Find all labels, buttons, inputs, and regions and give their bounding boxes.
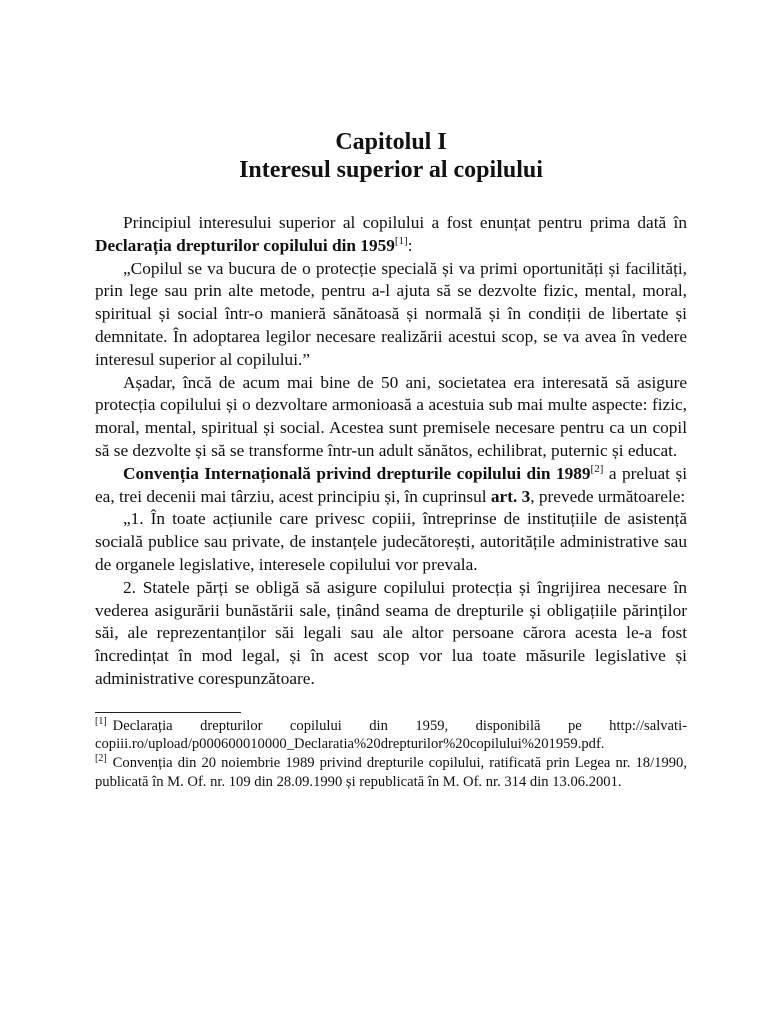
footnote-1 <box>95 717 687 754</box>
paragraph-quote-declaration: „Copilul se va bucura de o protecție specială și va primi oportunități și facilități, prin lege sau prin alte metode, pentru a-l ajuta să se dezvolte fizic, mental, moral, spiritual și social într-o manieră sănătoasă și normală și în condiții de libertate și demnitate. În adoptarea legilor necesare realizării acestui scop, se va avea în vedere interesul superior al copilului.” <box>95 258 687 369</box>
paragraph-convention <box>95 463 687 509</box>
footnote-2-marker: [2] <box>95 753 107 765</box>
paragraph-convention-text: a preluat și ea, trei decenii mai târziu, acest principiu și, în cuprinsul <box>95 463 687 506</box>
footnote-1-text: Declarația drepturilor copilului din 1959, disponibilă pe http://salvati-copiii.ro/upload/p000600010000_Declaratia%20drepturilor%20copilului%201959.pdf. <box>95 717 687 753</box>
footnote-2-text: Convenția din 20 noiembrie 1989 privind drepturile copilului, ratificată prin Legea nr. 18/1990, publicată în M. Of. nr. 109 din 28.09.1990 și republicată în M. Of. nr. 314 din 13.06.2001. <box>95 754 687 790</box>
paragraph-commentary: Așadar, încă de acum mai bine de 50 ani, societatea era interesată să asigure protecția copilului și o dezvoltare armonioasă a acestuia sub mai multe aspecte: fizic, moral, mental, spiritual și social. Acestea sunt premisele necesare pentru ca un copil să se dezvolte și să se transforme într-un adult sănătos, echilibrat, puternic și educat. <box>95 372 687 460</box>
footnote-2 <box>95 754 687 791</box>
footnote-ref-2[interactable]: [2] <box>590 463 604 475</box>
convention-1989-reference: Convenția Internațională privind drepturile copilului din 1989 <box>123 463 591 483</box>
body-text <box>95 212 687 691</box>
chapter-title: Interesul superior al copilului <box>239 157 543 183</box>
footnote-ref-1[interactable]: [1] <box>394 235 408 248</box>
declaration-1959-reference: Declarația drepturilor copilului din 1959 <box>95 235 395 255</box>
paragraph-convention-ending: , prevede următoarele: <box>530 486 686 506</box>
paragraph-intro-text: Principiul interesului superior al copilului a fost enunțat pentru prima dată în <box>123 213 687 232</box>
paragraph-intro <box>95 212 687 258</box>
paragraph-intro-colon: : <box>407 235 413 255</box>
footnote-divider <box>95 712 241 713</box>
footnote-1-marker: [1] <box>95 715 107 727</box>
article-3-reference: art. 3 <box>490 486 531 506</box>
paragraph-article-3-item-1: „1. În toate acțiunile care privesc copiii, întreprinse de instituțiile de asistență socială publice sau private, de instanțele judecătorești, autoritățile administrative sau de organele legislative, interesele copilului vor prevala. <box>95 509 687 574</box>
paragraph-article-3-item-2: 2. Statele părți se obligă să asigure copilului protecția și îngrijirea necesare în vederea asigurării bunăstării sale, ținând seama de drepturile și obligațiile părinților săi, ale reprezentanților săi legali sau ale altor persoane cărora acesta le-a fost încredințat în mod legal, și în acest scop vor lua toate măsurile legislative și administrative corespunzătoare. <box>95 577 687 688</box>
document-page <box>95 128 687 791</box>
chapter-number: Capitolul I <box>335 129 447 155</box>
